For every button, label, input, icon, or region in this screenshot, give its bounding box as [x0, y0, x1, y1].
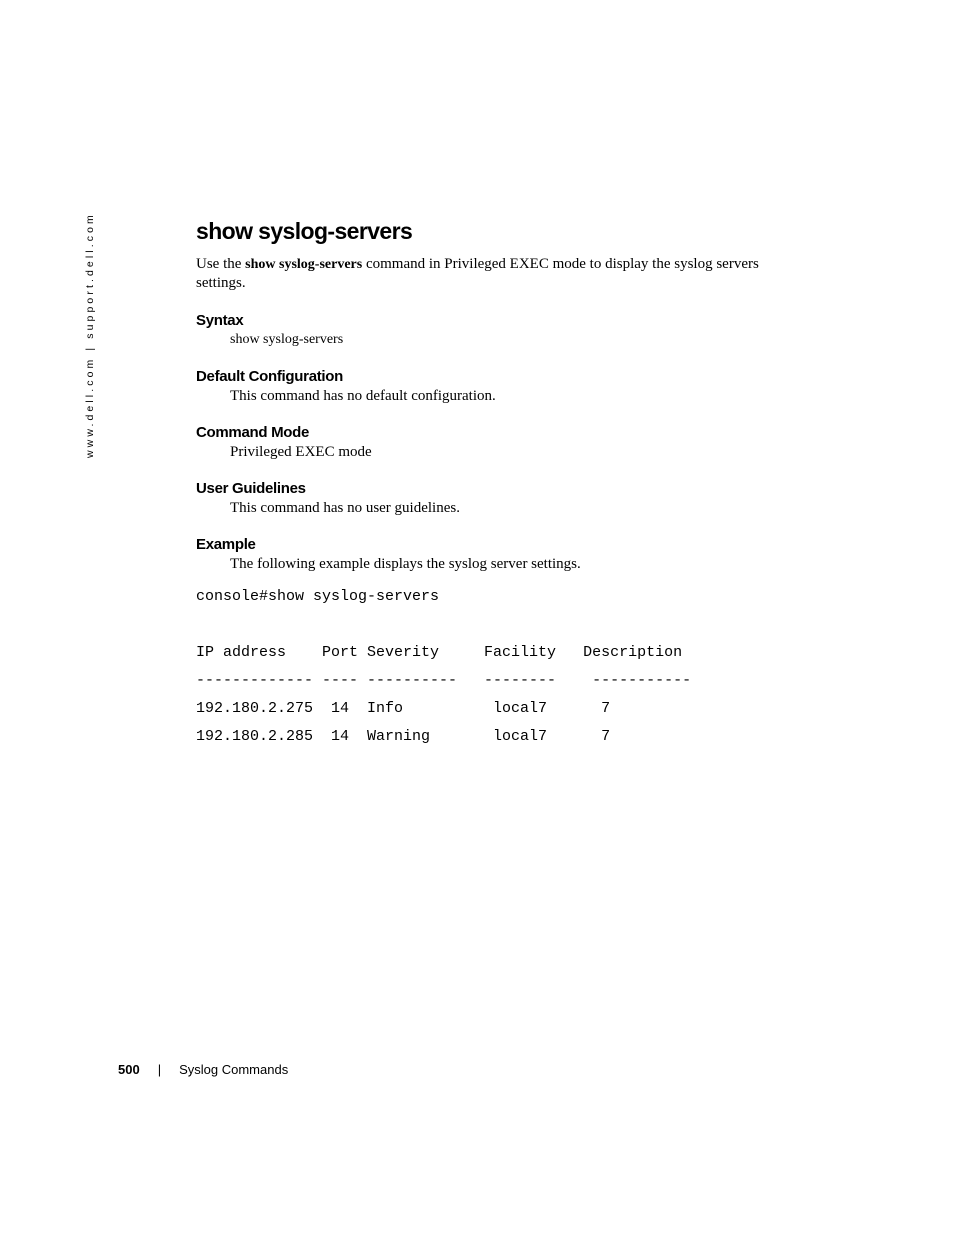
chapter-name: Syslog Commands [179, 1062, 289, 1077]
intro-paragraph [196, 255, 781, 292]
footer-separator: | [157, 1062, 162, 1077]
command-mode-text: Privileged EXEC mode [230, 444, 372, 460]
page-number: 500 [118, 1062, 140, 1077]
user-guidelines-text: This command has no user guidelines. [230, 500, 460, 516]
syntax-section [196, 311, 796, 349]
table-row: 192.180.2.275 14 Info local7 7 [196, 700, 611, 717]
table-row: 192.180.2.285 14 Warning local7 7 [196, 728, 611, 745]
intro-post: command in Privileged EXEC mode to display the syslog servers settings. [196, 256, 759, 291]
syntax-heading: Syntax [196, 312, 244, 329]
console-command: console#show syslog-servers [196, 588, 440, 605]
table-header: IP address Port Severity Facility Description [196, 644, 683, 661]
default-config-text: This command has no default configuration. [230, 388, 496, 404]
intro-pre: Use the [196, 256, 246, 272]
table-divider: ------------- ---- ---------- -------- ----------- [196, 672, 692, 689]
syntax-text: show syslog-servers [230, 332, 344, 347]
intro-command: show syslog-servers [245, 257, 363, 272]
default-config-heading: Default Configuration [196, 368, 344, 385]
console-output [196, 583, 796, 751]
page-footer [118, 1062, 288, 1077]
command-mode-section [196, 423, 796, 461]
main-content [196, 214, 796, 751]
default-config-section [196, 367, 796, 405]
example-heading: Example [196, 536, 256, 553]
example-section [196, 535, 796, 573]
syslog-table [196, 639, 796, 751]
command-mode-heading: Command Mode [196, 424, 310, 441]
user-guidelines-section [196, 479, 796, 517]
example-text: The following example displays the syslog server settings. [230, 556, 581, 572]
user-guidelines-heading: User Guidelines [196, 480, 306, 497]
side-url: www.dell.com | support.dell.com [84, 212, 96, 458]
page-title: show syslog-servers [196, 218, 413, 244]
